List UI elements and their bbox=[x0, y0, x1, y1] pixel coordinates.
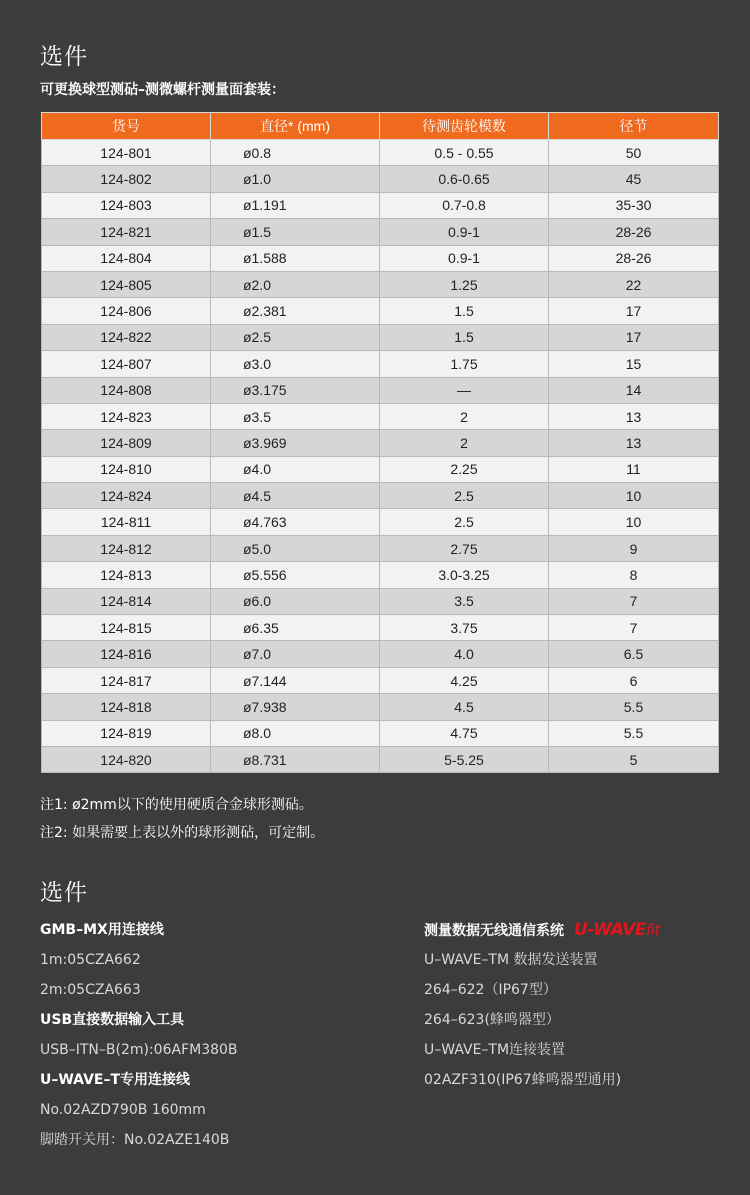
gear-module-cell: 0.5 - 0.55 bbox=[380, 140, 549, 166]
header-diameter: 直径* (mm) bbox=[211, 113, 380, 140]
diametral-pitch-cell: 6.5 bbox=[549, 641, 719, 667]
accessory-item: 1m:05CZA662 bbox=[40, 952, 141, 968]
table-row bbox=[42, 351, 719, 377]
table-row bbox=[42, 509, 719, 535]
gear-module-cell: 4.5 bbox=[380, 694, 549, 720]
accessory-item: U–WAVE–TM连接装置 bbox=[424, 1042, 566, 1058]
gear-module-cell: 1.25 bbox=[380, 271, 549, 297]
wireless-heading-text: 测量数据无线通信系统 bbox=[424, 923, 564, 939]
accessory-item: 2m:05CZA663 bbox=[40, 982, 141, 998]
part-no-cell: 124-810 bbox=[42, 456, 211, 482]
gear-module-cell: 1.5 bbox=[380, 298, 549, 324]
diametral-pitch-cell: 35-30 bbox=[549, 192, 719, 218]
table-row bbox=[42, 192, 719, 218]
diameter-cell: ø1.0 bbox=[211, 166, 380, 192]
accessory-item: 02AZF310(IP67蜂鸣器型通用) bbox=[424, 1072, 622, 1088]
table-row bbox=[42, 430, 719, 456]
diameter-cell: ø3.5 bbox=[211, 403, 380, 429]
wireless-system-heading bbox=[424, 920, 734, 950]
table-row bbox=[42, 271, 719, 297]
gear-module-cell: 3.0-3.25 bbox=[380, 562, 549, 588]
section-title-accessories: 选件 bbox=[40, 880, 88, 906]
diametral-pitch-cell: 17 bbox=[549, 324, 719, 350]
diameter-cell: ø3.969 bbox=[211, 430, 380, 456]
gear-module-cell: 0.9-1 bbox=[380, 245, 549, 271]
gear-module-cell: 0.9-1 bbox=[380, 219, 549, 245]
table-row bbox=[42, 720, 719, 746]
accessory-item: No.02AZD790B 160mm bbox=[40, 1102, 206, 1118]
accessory-item: USB–ITN–B(2m):06AFM380B bbox=[40, 1042, 238, 1058]
part-no-cell: 124-805 bbox=[42, 271, 211, 297]
table-row bbox=[42, 483, 719, 509]
diametral-pitch-cell: 14 bbox=[549, 377, 719, 403]
diametral-pitch-cell: 17 bbox=[549, 298, 719, 324]
diameter-cell: ø4.5 bbox=[211, 483, 380, 509]
part-no-cell: 124-823 bbox=[42, 403, 211, 429]
diametral-pitch-cell: 50 bbox=[549, 140, 719, 166]
diameter-cell: ø8.731 bbox=[211, 746, 380, 772]
diametral-pitch-cell: 5.5 bbox=[549, 720, 719, 746]
part-no-cell: 124-816 bbox=[42, 641, 211, 667]
gear-module-cell: 3.5 bbox=[380, 588, 549, 614]
diametral-pitch-cell: 8 bbox=[549, 562, 719, 588]
gear-module-cell: 4.25 bbox=[380, 667, 549, 693]
diameter-cell: ø0.8 bbox=[211, 140, 380, 166]
diametral-pitch-cell: 11 bbox=[549, 456, 719, 482]
part-no-cell: 124-806 bbox=[42, 298, 211, 324]
part-no-cell: 124-804 bbox=[42, 245, 211, 271]
part-no-cell: 124-802 bbox=[42, 166, 211, 192]
table-row bbox=[42, 694, 719, 720]
anvil-spec-table bbox=[41, 112, 719, 773]
accessory-item: 264–622（IP67型） bbox=[424, 982, 557, 998]
table-header-row bbox=[42, 113, 719, 140]
accessory-heading: GMB–MX用连接线 bbox=[40, 922, 164, 938]
table-row bbox=[42, 667, 719, 693]
diameter-cell: ø1.5 bbox=[211, 219, 380, 245]
table-row bbox=[42, 140, 719, 166]
accessory-item: 264–623(蜂鸣器型） bbox=[424, 1012, 560, 1028]
part-no-cell: 124-824 bbox=[42, 483, 211, 509]
table-row bbox=[42, 166, 719, 192]
diameter-cell: ø1.191 bbox=[211, 192, 380, 218]
part-no-cell: 124-801 bbox=[42, 140, 211, 166]
part-no-cell: 124-812 bbox=[42, 535, 211, 561]
accessory-heading: U–WAVE–T专用连接线 bbox=[40, 1072, 191, 1088]
header-part-no: 货号 bbox=[42, 113, 211, 140]
diameter-cell: ø2.5 bbox=[211, 324, 380, 350]
table-row bbox=[42, 298, 719, 324]
part-no-cell: 124-808 bbox=[42, 377, 211, 403]
gear-module-cell: 2.5 bbox=[380, 509, 549, 535]
accessories-right-list bbox=[424, 920, 734, 1100]
table-row bbox=[42, 377, 719, 403]
part-no-cell: 124-820 bbox=[42, 746, 211, 772]
part-no-cell: 124-815 bbox=[42, 615, 211, 641]
diametral-pitch-cell: 7 bbox=[549, 615, 719, 641]
diametral-pitch-cell: 28-26 bbox=[549, 245, 719, 271]
part-no-cell: 124-818 bbox=[42, 694, 211, 720]
diametral-pitch-cell: 5.5 bbox=[549, 694, 719, 720]
diametral-pitch-cell: 15 bbox=[549, 351, 719, 377]
diameter-cell: ø5.556 bbox=[211, 562, 380, 588]
diametral-pitch-cell: 9 bbox=[549, 535, 719, 561]
table-row bbox=[42, 615, 719, 641]
note-2: 注2: 如果需要上表以外的球形测砧，可定制。 bbox=[40, 825, 325, 841]
table-row bbox=[42, 746, 719, 772]
diameter-cell: ø7.0 bbox=[211, 641, 380, 667]
diameter-cell: ø3.175 bbox=[211, 377, 380, 403]
gear-module-cell: 2.75 bbox=[380, 535, 549, 561]
part-no-cell: 124-807 bbox=[42, 351, 211, 377]
diameter-cell: ø7.144 bbox=[211, 667, 380, 693]
u-wave-fit-logo: U-WAVEfit bbox=[574, 920, 660, 940]
gear-module-cell: 2 bbox=[380, 430, 549, 456]
part-no-cell: 124-819 bbox=[42, 720, 211, 746]
diameter-cell: ø3.0 bbox=[211, 351, 380, 377]
diameter-cell: ø5.0 bbox=[211, 535, 380, 561]
table-row bbox=[42, 641, 719, 667]
gear-module-cell: 4.75 bbox=[380, 720, 549, 746]
table-row bbox=[42, 245, 719, 271]
diametral-pitch-cell: 5 bbox=[549, 746, 719, 772]
diameter-cell: ø7.938 bbox=[211, 694, 380, 720]
gear-module-cell: 0.6-0.65 bbox=[380, 166, 549, 192]
part-no-cell: 124-821 bbox=[42, 219, 211, 245]
gear-module-cell: 4.0 bbox=[380, 641, 549, 667]
part-no-cell: 124-822 bbox=[42, 324, 211, 350]
section-title-options: 选件 bbox=[40, 44, 88, 70]
table-row bbox=[42, 324, 719, 350]
accessories-left-list bbox=[40, 920, 400, 1160]
part-no-cell: 124-817 bbox=[42, 667, 211, 693]
note-1: 注1: ø2mm以下的使用硬质合金球形测砧。 bbox=[40, 797, 313, 813]
diametral-pitch-cell: 45 bbox=[549, 166, 719, 192]
diametral-pitch-cell: 13 bbox=[549, 430, 719, 456]
accessory-item: U–WAVE–TM 数据发送装置 bbox=[424, 952, 598, 968]
gear-module-cell: 2.5 bbox=[380, 483, 549, 509]
table-row bbox=[42, 219, 719, 245]
part-no-cell: 124-813 bbox=[42, 562, 211, 588]
table-row bbox=[42, 403, 719, 429]
diametral-pitch-cell: 22 bbox=[549, 271, 719, 297]
gear-module-cell: 2.25 bbox=[380, 456, 549, 482]
diametral-pitch-cell: 13 bbox=[549, 403, 719, 429]
part-no-cell: 124-814 bbox=[42, 588, 211, 614]
table-row bbox=[42, 562, 719, 588]
gear-module-cell: 2 bbox=[380, 403, 549, 429]
diameter-cell: ø2.381 bbox=[211, 298, 380, 324]
anvil-set-subtitle: 可更换球型测砧–测微螺杆测量面套装： bbox=[40, 82, 285, 98]
gear-module-cell: 5-5.25 bbox=[380, 746, 549, 772]
diametral-pitch-cell: 10 bbox=[549, 509, 719, 535]
diametral-pitch-cell: 7 bbox=[549, 588, 719, 614]
part-no-cell: 124-809 bbox=[42, 430, 211, 456]
table-row bbox=[42, 456, 719, 482]
diametral-pitch-cell: 10 bbox=[549, 483, 719, 509]
diameter-cell: ø1.588 bbox=[211, 245, 380, 271]
header-diametral-pitch: 径节 bbox=[549, 113, 719, 140]
diameter-cell: ø8.0 bbox=[211, 720, 380, 746]
gear-module-cell: 1.75 bbox=[380, 351, 549, 377]
diametral-pitch-cell: 28-26 bbox=[549, 219, 719, 245]
header-gear-module: 待测齿轮模数 bbox=[380, 113, 549, 140]
diameter-cell: ø6.0 bbox=[211, 588, 380, 614]
gear-module-cell: — bbox=[380, 377, 549, 403]
accessory-item: 脚踏开关用：No.02AZE140B bbox=[40, 1132, 230, 1148]
gear-module-cell: 1.5 bbox=[380, 324, 549, 350]
diameter-cell: ø2.0 bbox=[211, 271, 380, 297]
part-no-cell: 124-803 bbox=[42, 192, 211, 218]
gear-module-cell: 3.75 bbox=[380, 615, 549, 641]
diametral-pitch-cell: 6 bbox=[549, 667, 719, 693]
diameter-cell: ø6.35 bbox=[211, 615, 380, 641]
diameter-cell: ø4.763 bbox=[211, 509, 380, 535]
table-row bbox=[42, 588, 719, 614]
gear-module-cell: 0.7-0.8 bbox=[380, 192, 549, 218]
table-row bbox=[42, 535, 719, 561]
diameter-cell: ø4.0 bbox=[211, 456, 380, 482]
accessory-heading: USB直接数据输入工具 bbox=[40, 1012, 185, 1028]
part-no-cell: 124-811 bbox=[42, 509, 211, 535]
